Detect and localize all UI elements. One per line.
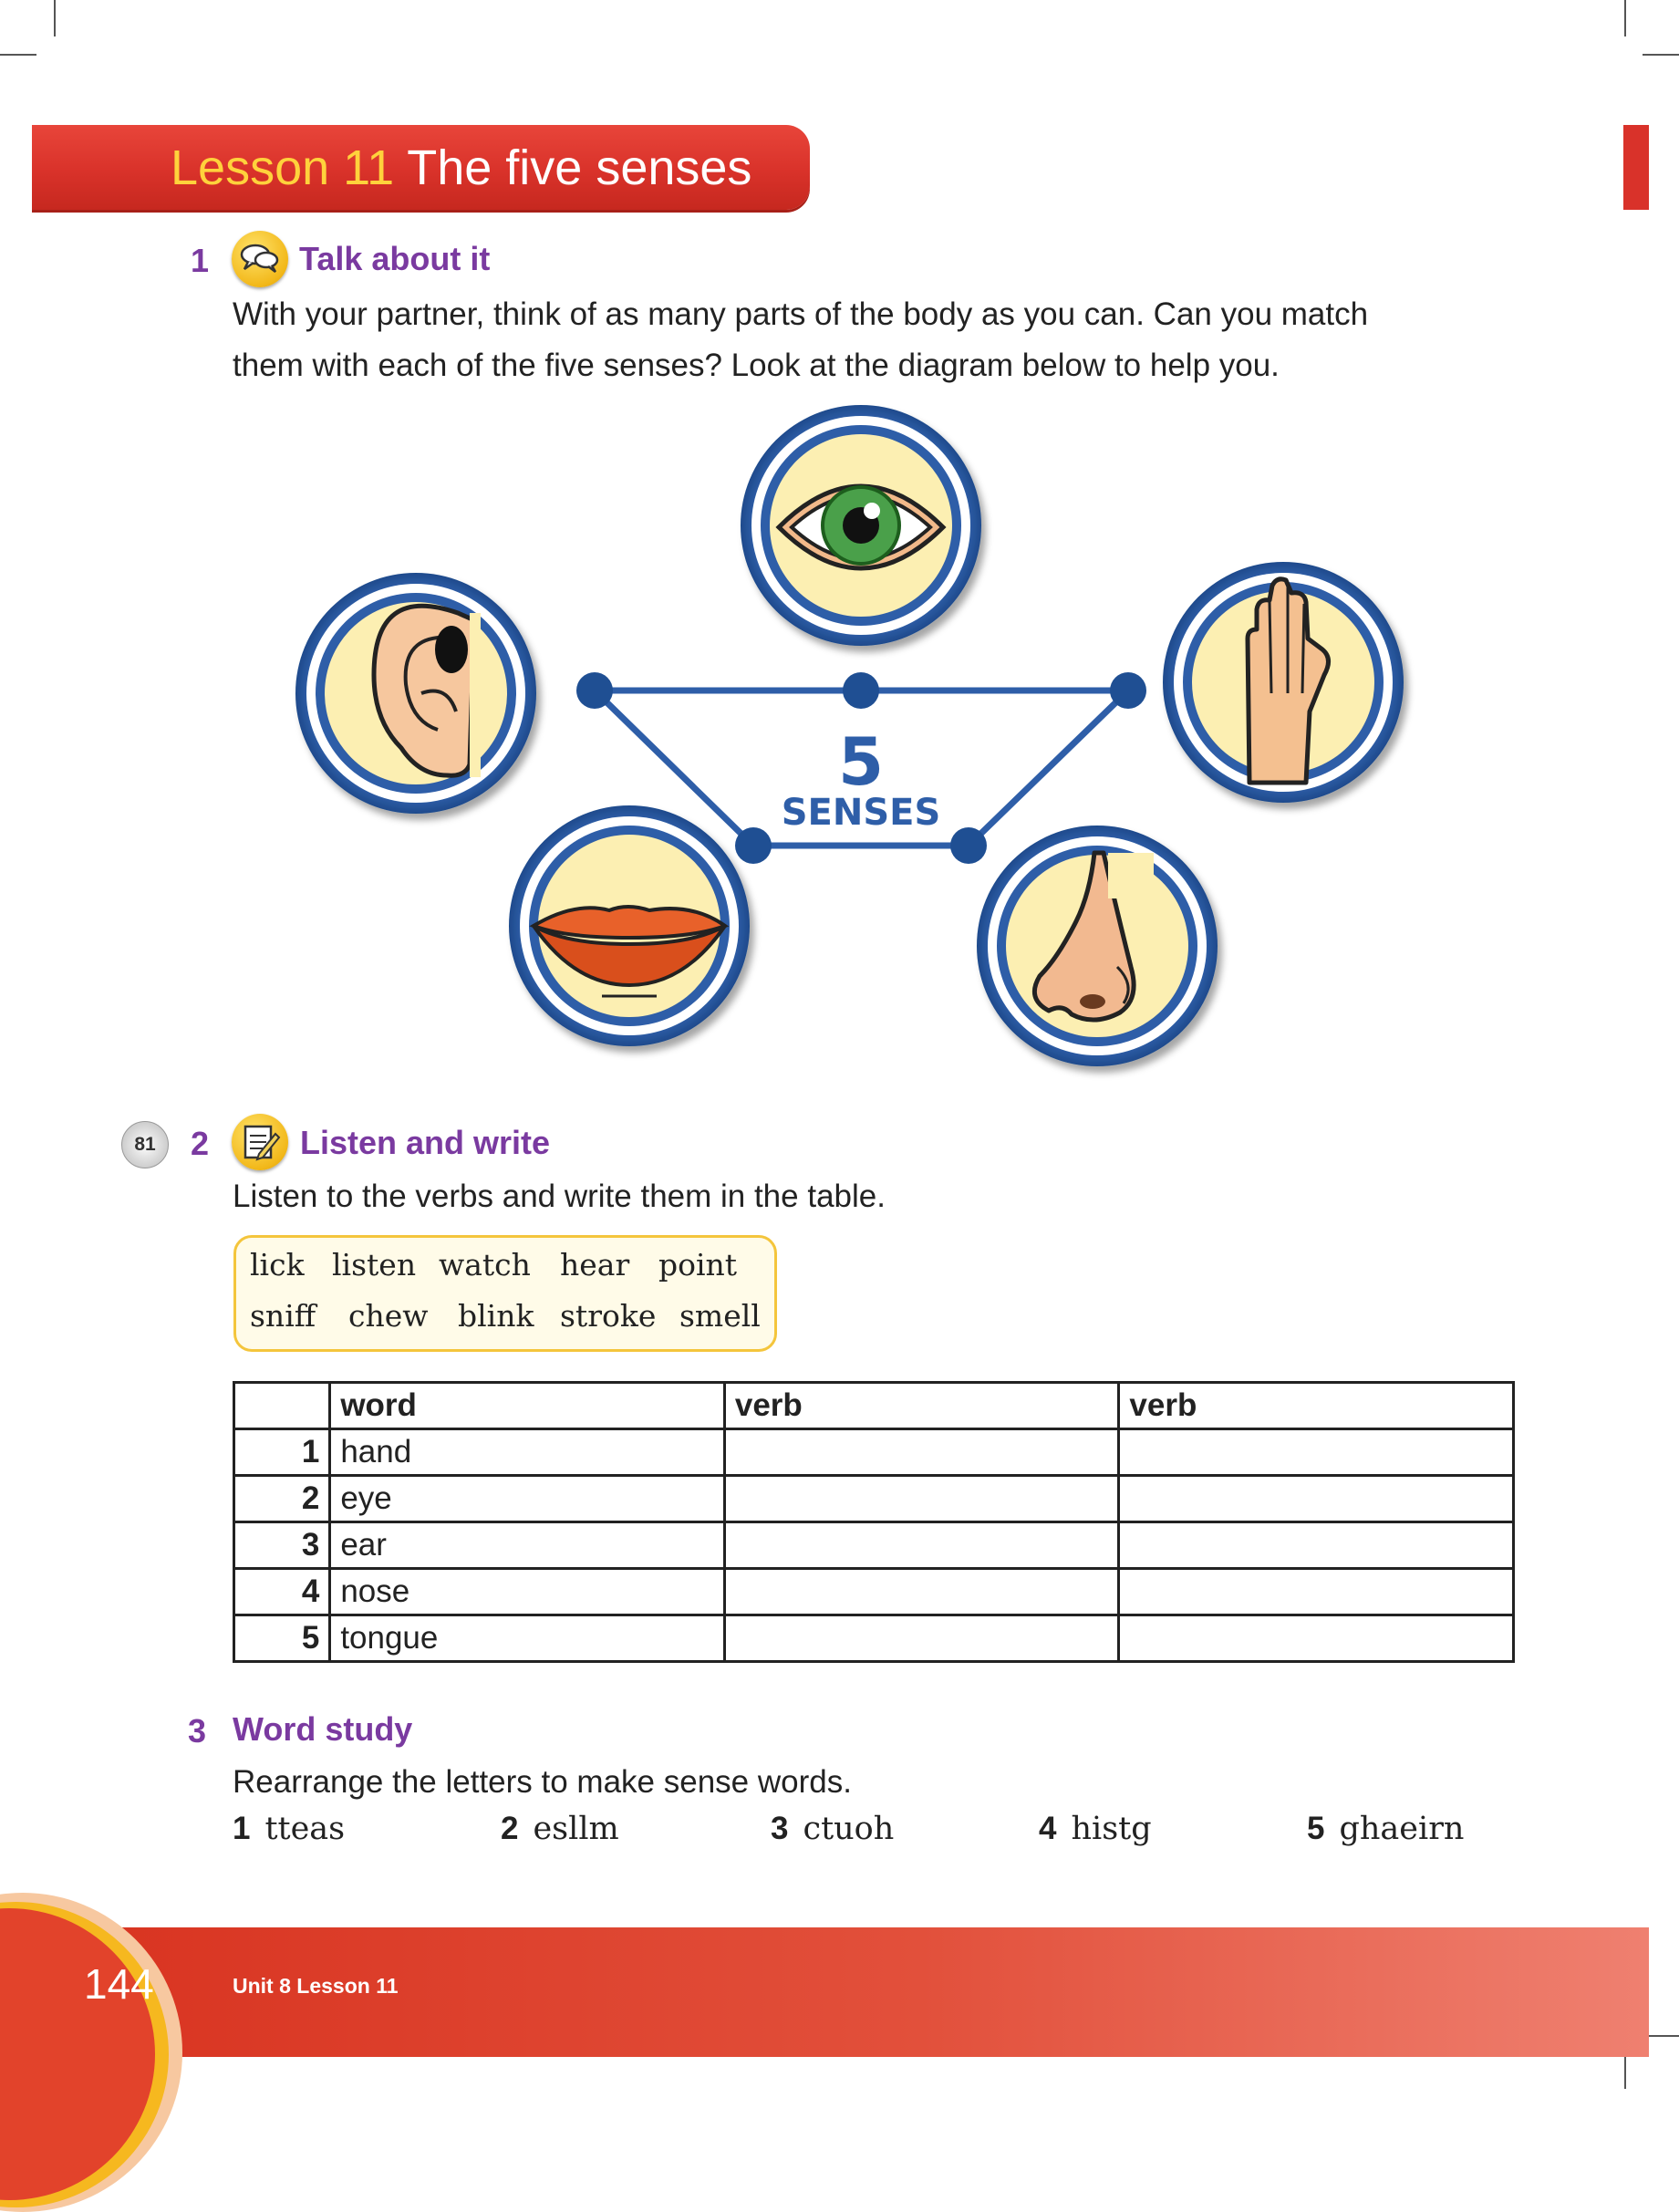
row-number: 1 — [234, 1429, 330, 1476]
table-header-row — [234, 1383, 1514, 1429]
lesson-label: Lesson 11 — [171, 140, 395, 195]
section-2-title: Listen and write — [300, 1124, 551, 1161]
word-bank-item: hear — [560, 1247, 630, 1283]
word-bank-item: smell — [679, 1298, 761, 1334]
scrambled-word-number: 2 — [501, 1811, 519, 1846]
section-3-title: Word study — [233, 1710, 413, 1748]
row-number: 2 — [234, 1476, 330, 1522]
scrambled-word-item — [1039, 1811, 1152, 1847]
page-number: 144 — [84, 1960, 154, 2008]
row-number: 4 — [234, 1569, 330, 1615]
hand-sense-icon — [1163, 562, 1404, 803]
verb-answer-cell[interactable] — [724, 1569, 1119, 1615]
row-number: 3 — [234, 1522, 330, 1569]
scrambled-word-item — [233, 1811, 345, 1847]
word-bank-item: sniff — [250, 1298, 316, 1334]
section-2-instruction: Listen to the verbs and write them in the table. — [233, 1179, 886, 1214]
row-word: hand — [330, 1429, 725, 1476]
scrambled-word-number: 5 — [1307, 1811, 1325, 1846]
scrambled-word-number: 1 — [233, 1811, 251, 1846]
crop-mark — [1624, 2052, 1626, 2089]
unit-label: Unit 8 Lesson 11 — [233, 1974, 399, 1998]
scrambled-word: ctuoh — [803, 1811, 895, 1847]
verb-answer-cell[interactable] — [1119, 1569, 1514, 1615]
verb-answer-cell[interactable] — [1119, 1429, 1514, 1476]
table-row — [234, 1522, 1514, 1569]
table-row — [234, 1569, 1514, 1615]
lesson-title: The five senses — [407, 140, 752, 195]
table-row — [234, 1476, 1514, 1522]
table-header-cell: word — [330, 1383, 725, 1429]
table-row — [234, 1429, 1514, 1476]
eye-sense-icon — [741, 405, 981, 646]
row-word: ear — [330, 1522, 725, 1569]
nose-sense-icon — [977, 826, 1218, 1066]
verb-answer-cell[interactable] — [724, 1615, 1119, 1662]
verb-answer-cell[interactable] — [724, 1522, 1119, 1569]
table-header-cell — [234, 1383, 330, 1429]
notepad-pencil-icon — [232, 1114, 288, 1170]
word-bank-item: chew — [348, 1298, 429, 1334]
section-2-number: 2 — [191, 1125, 210, 1162]
scrambled-word: tteas — [264, 1811, 346, 1847]
scrambled-word-item — [501, 1811, 619, 1847]
scrambled-word-item — [771, 1811, 894, 1847]
row-word: nose — [330, 1569, 725, 1615]
section-3-instruction: Rearrange the letters to make sense words. — [233, 1764, 852, 1800]
section-1-instruction-line1: With your partner, think of as many parts of the body as you can. Can you match — [233, 296, 1369, 332]
row-number: 5 — [234, 1615, 330, 1662]
verb-answer-cell[interactable] — [724, 1429, 1119, 1476]
mouth-sense-icon — [509, 805, 750, 1046]
word-bank-item: watch — [439, 1247, 531, 1283]
table-row — [234, 1615, 1514, 1662]
scrambled-word: histg — [1071, 1811, 1152, 1847]
table-header-cell: verb — [724, 1383, 1119, 1429]
table-header-cell: verb — [1119, 1383, 1514, 1429]
row-word: tongue — [330, 1615, 725, 1662]
word-bank-item: listen — [332, 1247, 417, 1283]
verbs-table — [233, 1381, 1515, 1663]
word-bank-item: lick — [250, 1247, 305, 1283]
scrambled-word: esllm — [533, 1811, 619, 1847]
word-bank — [233, 1235, 777, 1352]
word-bank-item: blink — [458, 1298, 534, 1334]
word-bank-item: stroke — [560, 1298, 657, 1334]
section-1-number: 1 — [191, 242, 210, 279]
verb-answer-cell[interactable] — [1119, 1615, 1514, 1662]
verb-answer-cell[interactable] — [1119, 1522, 1514, 1569]
verb-answer-cell[interactable] — [1119, 1476, 1514, 1522]
diagram-center-number: 5 — [837, 723, 885, 800]
audio-cd-icon[interactable] — [121, 1121, 169, 1168]
section-1-title: Talk about it — [299, 240, 491, 277]
scrambled-word-item — [1307, 1811, 1464, 1847]
scrambled-word-number: 4 — [1039, 1811, 1057, 1846]
scrambled-word-number: 3 — [771, 1811, 789, 1846]
verb-answer-cell[interactable] — [724, 1476, 1119, 1522]
section-3-number: 3 — [188, 1712, 207, 1750]
scrambled-word: ghaeirn — [1339, 1811, 1465, 1847]
word-bank-item: point — [658, 1247, 738, 1283]
audio-track-number: 81 — [134, 1134, 156, 1155]
section-1-instruction-line2: them with each of the five senses? Look at the diagram below to help you. — [233, 348, 1280, 383]
diagram-center-label: SENSES — [781, 792, 941, 834]
ear-sense-icon — [295, 573, 536, 814]
row-word: eye — [330, 1476, 725, 1522]
